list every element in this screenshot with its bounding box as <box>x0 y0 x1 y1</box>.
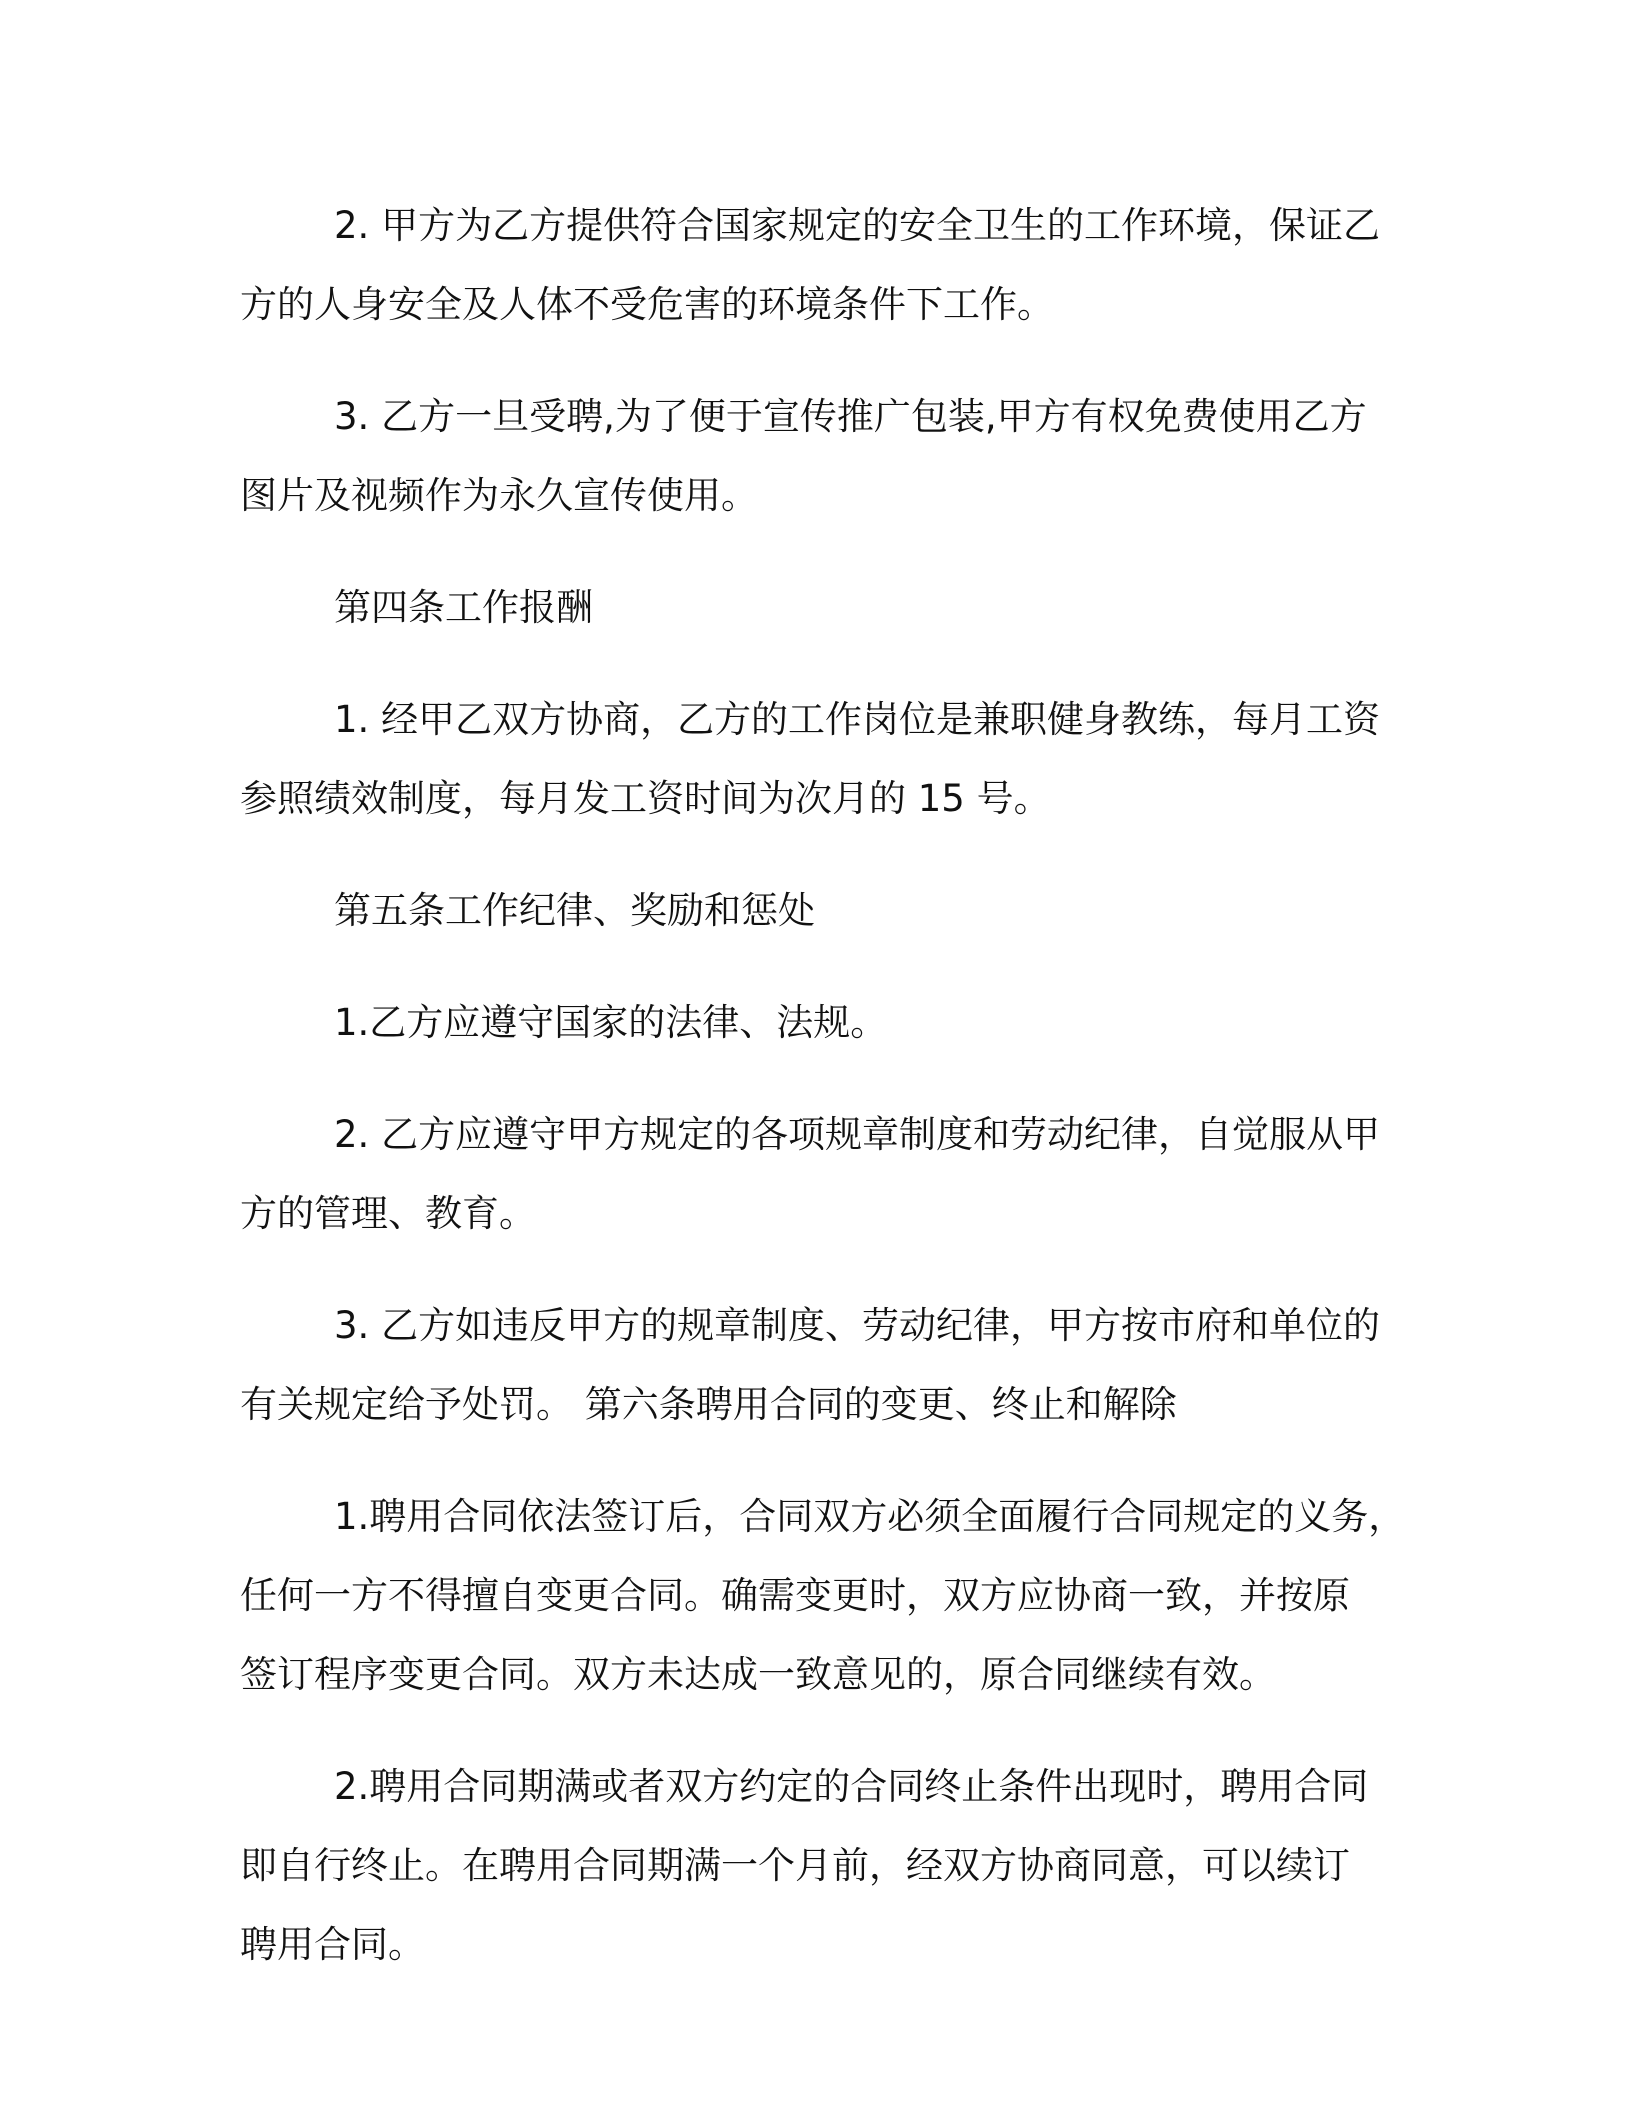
document-body <box>240 186 1410 2017</box>
paragraph-line: 任何一方不得擅自变更合同。确需变更时，双方应协商一致，并按原 <box>240 1574 1350 1617</box>
paragraph-line: 方的管理、教育。 <box>240 1192 536 1235</box>
paragraph-1-contract-change <box>240 1477 1410 1714</box>
paragraph-line: 2. 甲方为乙方提供符合国家规定的安全卫生的工作环境，保证乙 <box>334 204 1381 247</box>
section-heading-article-5 <box>240 871 1410 950</box>
section-heading: 第四条工作报酬 <box>334 586 593 629</box>
paragraph-1-law <box>240 983 1410 1062</box>
paragraph-line: 有关规定给予处罚。 第六条聘用合同的变更、终止和解除 <box>240 1383 1177 1426</box>
paragraph-line: 1.聘用合同依法签订后，合同双方必须全面履行合同规定的义务， <box>334 1495 1406 1538</box>
paragraph-2-safety <box>240 186 1410 344</box>
paragraph-line: 3. 乙方一旦受聘,为了便于宣传推广包装,甲方有权免费使用乙方 <box>334 395 1367 438</box>
paragraph-line: 即自行终止。在聘用合同期满一个月前，经双方协商同意，可以续订 <box>240 1844 1350 1887</box>
paragraph-2-rules <box>240 1095 1410 1253</box>
paragraph-line: 方的人身安全及人体不受危害的环境条件下工作。 <box>240 283 1054 326</box>
paragraph-3-publicity <box>240 377 1410 535</box>
paragraph-2-contract-end <box>240 1747 1410 1984</box>
paragraph-line: 1. 经甲乙双方协商，乙方的工作岗位是兼职健身教练，每月工资 <box>334 698 1381 741</box>
section-heading: 第五条工作纪律、奖励和惩处 <box>334 889 815 932</box>
paragraph-3-penalty <box>240 1286 1410 1444</box>
paragraph-line: 签订程序变更合同。双方未达成一致意见的，原合同继续有效。 <box>240 1653 1276 1696</box>
paragraph-line: 3. 乙方如违反甲方的规章制度、劳动纪律，甲方按市府和单位的 <box>334 1304 1381 1347</box>
paragraph-line: 图片及视频作为永久宣传使用。 <box>240 474 758 517</box>
paragraph-line: 聘用合同。 <box>240 1923 425 1966</box>
paragraph-line: 2. 乙方应遵守甲方规定的各项规章制度和劳动纪律，自觉服从甲 <box>334 1113 1381 1156</box>
paragraph-line: 1.乙方应遵守国家的法律、法规。 <box>334 1001 888 1044</box>
section-heading-article-4 <box>240 568 1410 647</box>
paragraph-line: 2.聘用合同期满或者双方约定的合同终止条件出现时，聘用合同 <box>334 1765 1369 1808</box>
paragraph-line: 参照绩效制度，每月发工资时间为次月的 15 号。 <box>240 777 1051 820</box>
paragraph-1-salary <box>240 680 1410 838</box>
